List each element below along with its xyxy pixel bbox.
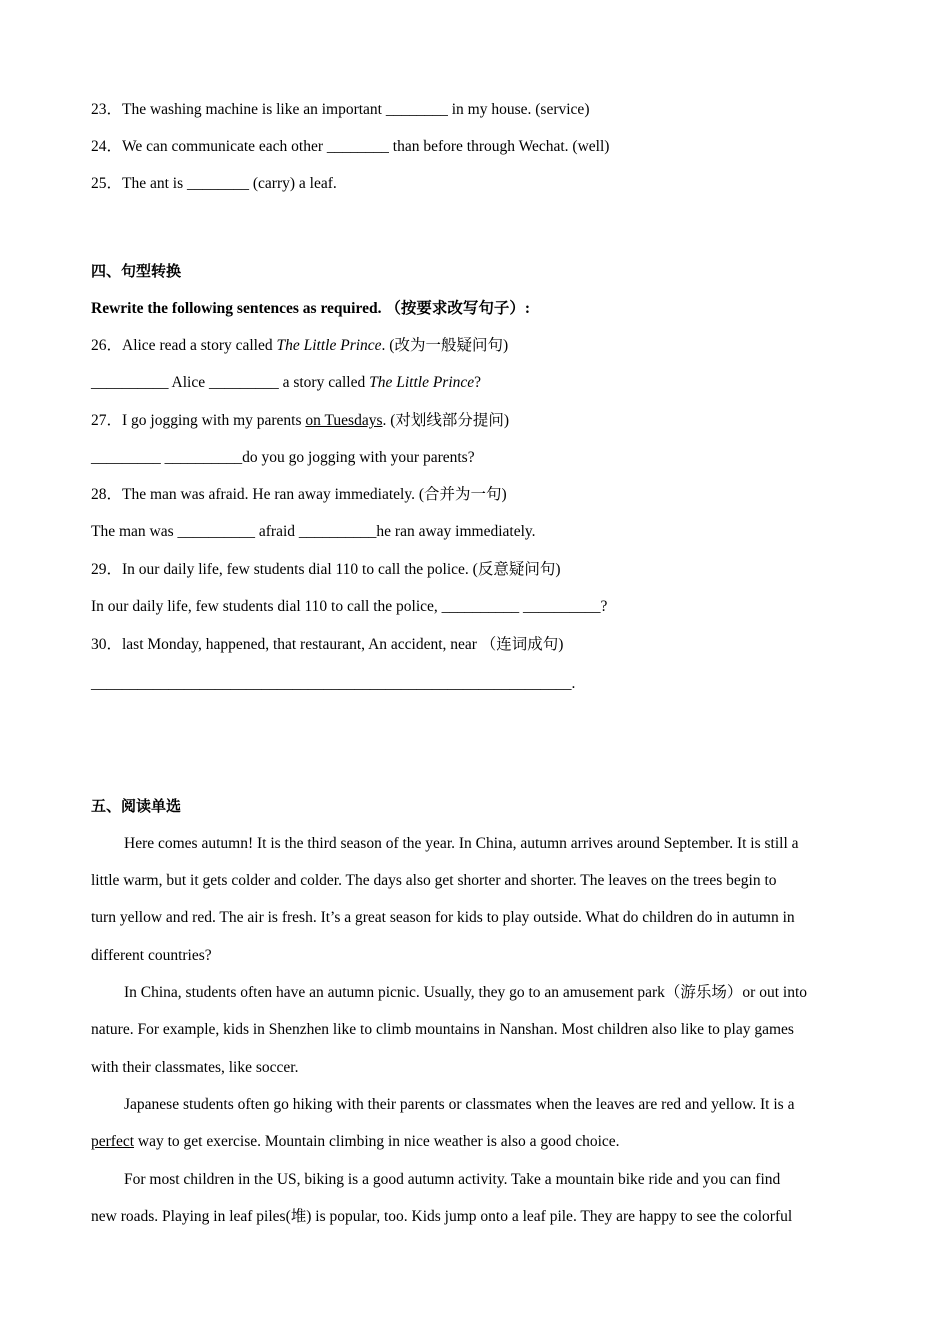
question-26: 26．Alice read a story called The Little Prince. (改为一般疑问句) <box>91 337 509 354</box>
passage-line: nature. For example, kids in Shenzhen like to climb mountains in Nanshan. Most children also like to play games <box>91 1021 794 1038</box>
question-29: 29．In our daily life, few students dial 110 to call the police. (反意疑问句) <box>91 561 561 578</box>
passage-line: turn yellow and red. The air is fresh. It’s a great season for kids to play outside. What do children do in autumn in <box>91 909 795 926</box>
passage-line: Here comes autumn! It is the third season of the year. In China, autumn arrives around September. It is still a <box>124 835 799 852</box>
passage-line: with their classmates, like soccer. <box>91 1059 299 1076</box>
question-24: 24．We can communicate each other ________ than before through Wechat. (well) <box>91 138 610 155</box>
passage-line: perfect way to get exercise. Mountain climbing in nice weather is also a good choice. <box>91 1133 620 1150</box>
answer-26: __________ Alice _________ a story called The Little Prince? <box>91 374 482 391</box>
passage-line: For most children in the US, biking is a good autumn activity. Take a mountain bike ride and you can find <box>124 1171 781 1188</box>
underlined-word: perfect <box>91 1133 135 1150</box>
section-4-instruction: Rewrite the following sentences as required. （按要求改写句子）: <box>91 300 530 317</box>
answer-27: _________ __________do you go jogging with your parents? <box>91 449 475 466</box>
book-title: The Little Prince <box>276 337 382 354</box>
question-27: 27．I go jogging with my parents on Tuesdays. (对划线部分提问) <box>91 412 510 429</box>
underlined-phrase: on Tuesdays <box>305 412 383 429</box>
question-28: 28．The man was afraid. He ran away immediately. (合并为一句) <box>91 486 507 503</box>
question-25: 25．The ant is ________ (carry) a leaf. <box>91 175 337 192</box>
passage-line: little warm, but it gets colder and colder. The days also get shorter and shorter. The leaves on the trees begin to <box>91 872 777 889</box>
passage-line: In China, students often have an autumn picnic. Usually, they go to an amusement park（游乐场）or out into <box>124 984 808 1001</box>
book-title: The Little Prince <box>369 374 475 391</box>
section-5-heading: 五、阅读单选 <box>91 797 182 815</box>
answer-29: In our daily life, few students dial 110 to call the police, __________ __________? <box>91 598 608 615</box>
passage-line: new roads. Playing in leaf piles(堆) is popular, too. Kids jump onto a leaf pile. They are happy to see the colorful <box>91 1208 793 1225</box>
answer-30: ______________________________________________________________. <box>91 675 576 692</box>
passage-line: Japanese students often go hiking with their parents or classmates when the leaves are red and yellow. It is a <box>124 1096 795 1113</box>
section-4-heading: 四、句型转换 <box>91 262 182 280</box>
question-23: 23．The washing machine is like an important ________ in my house. (service) <box>91 101 590 118</box>
passage-line: different countries? <box>91 947 212 964</box>
question-30: 30．last Monday, happened, that restaurant, An accident, near （连词成句) <box>91 636 564 653</box>
answer-28: The man was __________ afraid __________he ran away immediately. <box>91 523 536 540</box>
